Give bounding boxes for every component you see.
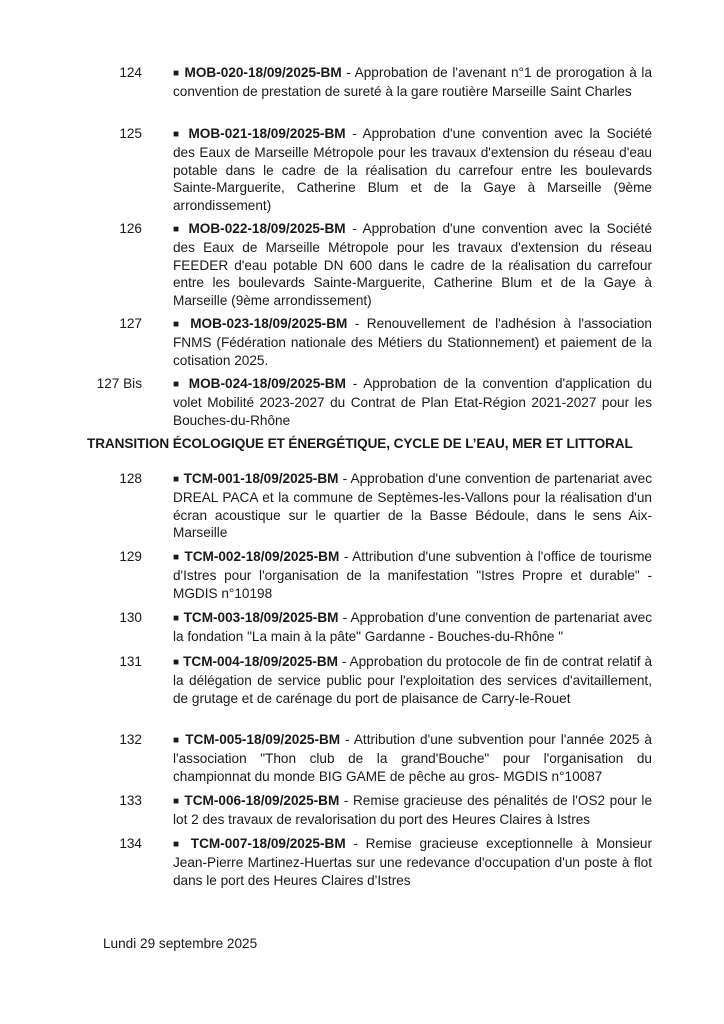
bullet-square-icon: ■: [173, 379, 183, 390]
item-code: MOB-023-18/09/2025-BM: [190, 316, 348, 331]
item-number: 125: [119, 126, 142, 141]
item-code: TCM-001-18/09/2025-BM: [183, 471, 339, 486]
item-number: 134: [119, 836, 142, 851]
item-description: - Remise gracieuse des pénalités de l'OS2 pour le lot 2 des travaux de revalorisation du port des Heures Claires à Istres: [173, 793, 653, 828]
item-description: - Approbation d'une convention avec la Société des Eaux de Marseille Métropole pour les travaux d'extension du réseau FEEDER d'eau potable DN 600 dans le cadre de la réalisation du carrefour entre les boulevards Sainte-Marguerite, Catherine Blum et de la Gaye à Marseille (9ème arrondissement): [173, 221, 653, 308]
item-code: TCM-005-18/09/2025-BM: [185, 732, 341, 747]
item-code: TCM-004-18/09/2025-BM: [183, 654, 338, 669]
item-description: - Remise gracieuse exceptionnelle à Monsieur Jean-Pierre Martinez-Huertas sur une redevance d'occupation d'un poste à flot dans le port des Heures Claires d'Istres: [173, 836, 653, 888]
item-number: 124: [119, 65, 142, 80]
item-number: 126: [119, 221, 142, 236]
item-text: [173, 653, 652, 707]
item-text: [173, 835, 652, 889]
item-number: 132: [119, 732, 142, 747]
item-description: - Approbation du protocole de fin de contrat relatif à la délégation de service public pour l'exploitation des services d'avitaillement, de grutage et de carénage du port de plaisance de Carry-le-Rouet: [173, 654, 653, 706]
bullet-square-icon: ■: [173, 796, 180, 807]
bullet-square-icon: ■: [173, 613, 180, 624]
item-text: [173, 125, 652, 214]
item-code: TCM-002-18/09/2025-BM: [184, 549, 340, 564]
item-description: - Approbation de la convention d'application du volet Mobilité 2023-2027 du Contrat de Plan Etat-Région 2021-2027 pour les Bouches-du-Rhône: [173, 376, 653, 428]
item-number: 128: [119, 471, 142, 486]
item-text: [173, 375, 652, 429]
item-number: 129: [119, 549, 142, 564]
item-text: [173, 792, 652, 829]
item-code: MOB-022-18/09/2025-BM: [188, 221, 346, 236]
item-description: - Approbation de l'avenant n°1 de prorogation à la convention de prestation de sureté à la gare routière Marseille Saint Charles: [173, 65, 653, 100]
bullet-square-icon: ■: [173, 552, 180, 563]
item-description: - Attribution d'une subvention pour l'année 2025 à l'association "Thon club de la grand'Bouche" pour l'organisation du championnat du monde BIG GAME de pêche au gros- MGDIS n°10087: [173, 732, 652, 784]
bullet-square-icon: ■: [173, 474, 180, 485]
footer-date: Lundi 29 septembre 2025: [103, 936, 258, 951]
bullet-square-icon: ■: [173, 224, 182, 235]
item-text: [173, 731, 652, 785]
item-text: [173, 609, 652, 646]
item-text: [173, 64, 652, 101]
item-description: - Approbation d'une convention de partenariat avec DREAL PACA et la commune de Septèmes-les-Vallons pour la réalisation d'un écran acoustique sur le quartier de la Basse Bédoule, dans le sens Aix-Marseille: [173, 471, 653, 541]
item-text: [173, 470, 652, 542]
item-text: [173, 548, 652, 602]
item-number: 133: [119, 793, 142, 808]
bullet-square-icon: ■: [173, 657, 180, 668]
item-description: - Renouvellement de l'adhésion à l'association FNMS (Fédération nationale des Métiers du Stationnement) et paiement de la cotisation 2025.: [173, 316, 652, 368]
item-number: 127: [119, 316, 142, 331]
item-description: - Attribution d'une subvention à l'office de tourisme d'Istres pour l'organisation de la manifestation "Istres Propre et durable" - MGDIS n°10198: [173, 549, 652, 601]
item-code: MOB-021-18/09/2025-BM: [188, 126, 346, 141]
item-description: - Approbation d'une convention avec la Société des Eaux de Marseille Métropole pour les travaux d'extension du réseau d'eau potable dans le cadre de la réalisation du carrefour entre les boulevards Sainte-Marguerite, Catherine Blum et de la Gaye à Marseille (9ème arrondissement): [173, 126, 653, 213]
bullet-square-icon: ■: [173, 68, 180, 79]
item-text: [173, 220, 652, 309]
item-number: 127 Bis: [96, 376, 142, 391]
item-code: TCM-006-18/09/2025-BM: [184, 793, 340, 808]
item-code: MOB-024-18/09/2025-BM: [188, 376, 346, 391]
bullet-square-icon: ■: [173, 319, 183, 330]
bullet-square-icon: ■: [173, 129, 182, 140]
bullet-square-icon: ■: [173, 735, 181, 746]
bullet-square-icon: ■: [173, 839, 184, 850]
item-text: [173, 315, 652, 369]
item-code: MOB-020-18/09/2025-BM: [184, 65, 342, 80]
item-number: 131: [119, 654, 142, 669]
item-code: TCM-007-18/09/2025-BM: [190, 836, 346, 851]
section-heading: TRANSITION ÉCOLOGIQUE ET ÉNERGÉTIQUE, CYCLE DE L’EAU, MER ET LITTORAL: [87, 436, 633, 451]
item-description: - Approbation d'une convention de partenariat avec la fondation "La main à la pâte" Gardanne - Bouches-du-Rhône ": [173, 610, 653, 645]
item-code: TCM-003-18/09/2025-BM: [183, 610, 339, 625]
item-number: 130: [119, 610, 142, 625]
